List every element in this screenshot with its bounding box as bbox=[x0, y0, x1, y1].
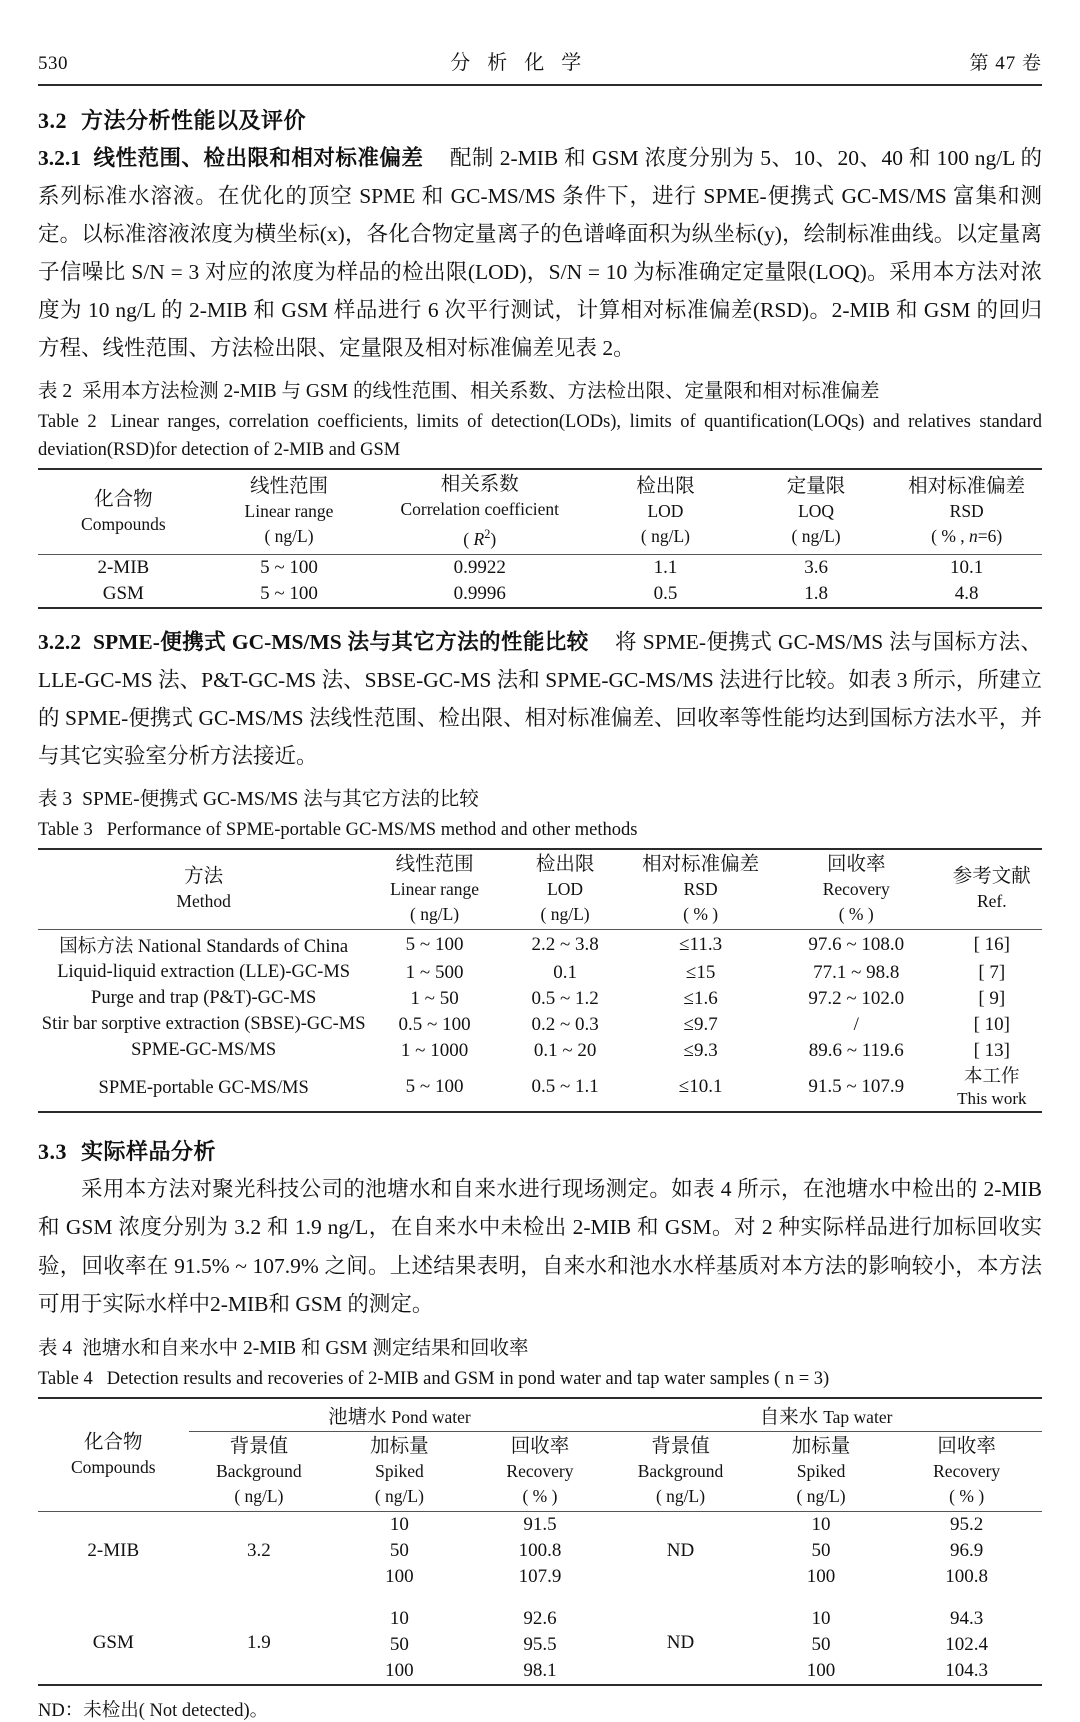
table-3-header-rsd bbox=[630, 849, 771, 930]
table-3-header-method bbox=[38, 849, 369, 930]
cell-pond-spiked: 10 bbox=[389, 1607, 409, 1629]
cell-ref: [ 16] bbox=[973, 933, 1010, 955]
cell-rsd: ≤1.6 bbox=[683, 987, 718, 1009]
header-unit: ( % ) bbox=[949, 1485, 985, 1506]
table-2-title-cn: 采用本方法检测 2-MIB 与 GSM 的线性范围、相关系数、方法检出限、定量限和相对标准偏差 bbox=[82, 381, 880, 402]
table-2-caption-cn bbox=[38, 377, 1042, 406]
heading-3-2-2-number: 3.2.2 bbox=[38, 629, 81, 654]
page-number: 530 bbox=[38, 53, 68, 74]
cell-tap-spiked: 100 bbox=[806, 1659, 836, 1681]
cell-ref bbox=[942, 1064, 1042, 1112]
header-en: Ref. bbox=[976, 891, 1007, 912]
table-4-label-en: Table 4 bbox=[38, 1368, 93, 1389]
table-4-label-cn: 表 4 bbox=[38, 1337, 73, 1359]
header-en: Correlation coefficient bbox=[400, 499, 560, 519]
table-4-subheader-tap-background bbox=[610, 1431, 751, 1511]
cell-lod: 0.5 ~ 1.1 bbox=[531, 1076, 599, 1098]
header-cn: 检出限 bbox=[535, 853, 595, 875]
cell-method: 国标方法 National Standards of China bbox=[59, 936, 349, 957]
header-cn: 回收率 bbox=[937, 1435, 996, 1457]
heading-3-2-2-title: SPME-便携式 GC-MS/MS 法与其它方法的性能比较 bbox=[93, 629, 589, 654]
cell-method: Purge and trap (P&T)-GC-MS bbox=[91, 988, 317, 1009]
cell-lod: 2.2 ~ 3.8 bbox=[531, 933, 599, 955]
cell-pond-spiked: 10 bbox=[389, 1513, 409, 1535]
table-3-title-en: Performance of SPME-portable GC-MS/MS method and other methods bbox=[106, 819, 638, 840]
heading-3-3-number: 3.3 bbox=[38, 1138, 67, 1164]
heading-3-2-number: 3.2 bbox=[38, 108, 67, 133]
table-3-header-ref bbox=[942, 849, 1042, 930]
table-2-title-en: Linear ranges, correlation coefficients, limits of detection(LODs), limits of quantification(LOQs) and relatives standard deviation(RSD)for detection of 2-MIB and GSM bbox=[38, 412, 1042, 460]
cell-lod: 0.2 ~ 0.3 bbox=[531, 1013, 599, 1035]
cell-compound: 2-MIB bbox=[97, 556, 150, 578]
table-4-subheader-tap-recovery bbox=[891, 1431, 1042, 1511]
cell-tap-recovery: 104.3 bbox=[945, 1659, 989, 1681]
cell-lod: 0.1 bbox=[553, 961, 577, 983]
header-cn: 回收率 bbox=[510, 1435, 570, 1457]
cell-pond-recovery: 91.5 bbox=[523, 1513, 557, 1535]
cell-tap-recovery: 100.8 bbox=[945, 1565, 989, 1587]
cell-linear-range: 1 ~ 500 bbox=[405, 961, 464, 983]
cell-linear-range: 5 ~ 100 bbox=[260, 556, 318, 578]
table-2-header-correlation-coefficient bbox=[369, 469, 590, 554]
table-3-header-linear-range bbox=[369, 849, 500, 930]
cell-ref-en: This work bbox=[957, 1088, 1027, 1108]
header-cn: 加标量 bbox=[791, 1435, 851, 1457]
header-unit: ( % , n=6) bbox=[931, 526, 1003, 547]
cell-method: SPME-portable GC-MS/MS bbox=[98, 1077, 309, 1098]
table-3-title-cn: SPME-便携式 GC-MS/MS 法与其它方法的比较 bbox=[82, 788, 479, 810]
header-unit: ( $R^2$) bbox=[463, 527, 497, 549]
table-4-subheader-pond-background bbox=[189, 1431, 330, 1511]
cell-pond-background: 3.2 bbox=[246, 1539, 271, 1561]
header-unit: ( ng/L) bbox=[234, 1485, 284, 1506]
cell-rsd: 4.8 bbox=[954, 582, 979, 604]
header-unit: ( ng/L) bbox=[796, 1485, 846, 1506]
cell-tap-background: ND bbox=[666, 1631, 695, 1653]
cell-ref: [ 13] bbox=[973, 1039, 1010, 1061]
cell-tap-spiked: 10 bbox=[811, 1607, 831, 1629]
table-2 bbox=[38, 468, 1042, 609]
cell-ref: [ 10] bbox=[973, 1013, 1010, 1035]
table-3-label-en: Table 3 bbox=[38, 819, 93, 840]
header-en: Compounds bbox=[81, 513, 166, 534]
cell-linear-range: 5 ~ 100 bbox=[260, 582, 318, 604]
table-4-subheader-pond-recovery bbox=[470, 1431, 611, 1511]
table-4-subheader-row bbox=[38, 1431, 1042, 1511]
header-en: Spiked bbox=[796, 1460, 846, 1481]
header-cn: 相对标准偏差 bbox=[642, 853, 760, 875]
cell-lod: 0.5 ~ 1.2 bbox=[531, 987, 599, 1009]
header-en: LOD bbox=[647, 501, 684, 522]
table-4-caption-cn bbox=[38, 1334, 1042, 1363]
header-unit: ( ng/L) bbox=[374, 1485, 424, 1506]
cell-tap-spiked: 50 bbox=[811, 1633, 831, 1655]
cell-recovery: 97.2 ~ 102.0 bbox=[808, 987, 905, 1009]
header-cn: 化合物 bbox=[94, 488, 153, 510]
cell-loq: 3.6 bbox=[804, 556, 828, 578]
cell-correlation: 0.9922 bbox=[453, 556, 506, 578]
table-row bbox=[38, 554, 1042, 581]
cell-linear-range: 5 ~ 100 bbox=[405, 933, 464, 955]
cell-method: SPME-GC-MS/MS bbox=[131, 1040, 277, 1061]
table-3-caption-en bbox=[38, 816, 1042, 844]
header-cn: 定量限 bbox=[786, 476, 846, 498]
table-4 bbox=[38, 1397, 1042, 1686]
header-en: LOQ bbox=[798, 501, 835, 522]
cell-tap-recovery: 96.9 bbox=[950, 1539, 984, 1561]
table-3-header-row bbox=[38, 849, 1042, 930]
header-cn: 加标量 bbox=[370, 1435, 429, 1457]
table-3-caption-cn bbox=[38, 785, 1042, 814]
cell-rsd: ≤9.3 bbox=[683, 1039, 718, 1061]
group-en: Tap water bbox=[823, 1406, 893, 1427]
header-en: Background bbox=[216, 1460, 302, 1481]
header-en: Method bbox=[176, 891, 231, 912]
cell-pond-recovery: 98.1 bbox=[523, 1659, 557, 1681]
header-en: RSD bbox=[683, 878, 718, 899]
header-cn: 线性范围 bbox=[395, 853, 474, 875]
cell-tap-spiked: 10 bbox=[811, 1513, 831, 1535]
heading-3-2-1-title: 线性范围、检出限和相对标准偏差 bbox=[93, 146, 424, 170]
table-4-caption-en bbox=[38, 1365, 1042, 1393]
header-en: Linear range bbox=[244, 501, 334, 522]
table-4-subheader-tap-spiked bbox=[751, 1431, 892, 1511]
table-row bbox=[38, 1590, 1042, 1632]
cell-correlation: 0.9996 bbox=[453, 582, 506, 604]
header-en: RSD bbox=[949, 501, 984, 522]
table-4-group-tap-water bbox=[610, 1398, 1042, 1432]
cell-pond-spiked: 100 bbox=[385, 1659, 414, 1681]
cell-rsd: ≤9.7 bbox=[683, 1013, 718, 1035]
paragraph-3-2-2 bbox=[38, 623, 1042, 775]
header-cn: 回收率 bbox=[826, 853, 886, 875]
header-en: Compounds bbox=[70, 1456, 156, 1477]
table-4-footnote: ND：未检出( Not detected)。 bbox=[38, 1700, 269, 1721]
cell-tap-recovery: 94.3 bbox=[950, 1607, 984, 1629]
header-cn: 方法 bbox=[184, 866, 224, 888]
cell-rsd: ≤15 bbox=[685, 961, 716, 983]
header-en: Recovery bbox=[822, 878, 890, 899]
header-en: LOD bbox=[547, 878, 584, 899]
cell-tap-background: ND bbox=[666, 1539, 695, 1561]
cell-pond-recovery: 95.5 bbox=[523, 1633, 557, 1655]
table-2-label-cn: 表 2 bbox=[38, 381, 73, 402]
heading-3-2-1 bbox=[38, 146, 423, 170]
cell-lod: 0.1 ~ 20 bbox=[533, 1039, 597, 1061]
header-cn: 背景值 bbox=[229, 1435, 289, 1457]
cell-pond-recovery: 107.9 bbox=[518, 1565, 562, 1587]
cell-loq: 1.8 bbox=[804, 582, 828, 604]
header-en: Linear range bbox=[390, 878, 480, 899]
table-row bbox=[38, 581, 1042, 608]
cell-recovery: 77.1 ~ 98.8 bbox=[813, 961, 900, 983]
running-head bbox=[38, 0, 1042, 75]
header-unit: ( ng/L) bbox=[655, 1485, 706, 1506]
table-4-group-header-row bbox=[38, 1398, 1042, 1432]
cell-ref: [ 9] bbox=[978, 987, 1006, 1009]
heading-3-2-2 bbox=[38, 630, 589, 654]
table-row bbox=[38, 929, 1042, 960]
cell-ref: [ 7] bbox=[978, 961, 1006, 983]
header-cn: 相关系数 bbox=[440, 474, 519, 495]
cell-rsd: ≤10.1 bbox=[678, 1076, 723, 1098]
cell-tap-spiked: 100 bbox=[806, 1565, 836, 1587]
table-2-header-lod bbox=[590, 469, 741, 554]
table-3-header-lod bbox=[500, 849, 631, 930]
heading-3-2-1-number: 3.2.1 bbox=[38, 146, 81, 170]
paragraph-3-2-1-body: 配制 2-MIB 和 GSM 浓度分别为 5、10、20、40 和 100 ng/L 的系列标准水溶液。在优化的顶空 SPME 和 GC-MS/MS 条件下，进行 SPME-便携式 GC-MS/MS 富集和测定。以标准溶液浓度为横坐标(x)，各化合物定量离子的色谱峰面积为纵坐标(y)，绘制标准曲线。以定量离子信噪比 S/N = 3 对应的浓度为样品的检出限(LOD)，S/N = 10 为标准确定定量限(LOQ)。采用本方法对浓度为 10 ng/L 的 2-MIB 和 GSM 样品进行 6 次平行测试，计算相对标准偏差(RSD)。2-MIB 和 GSM 的回归方程、线性范围、方法检出限、定量限及相对标准偏差见表 2。 bbox=[38, 146, 1042, 360]
header-cn: 检出限 bbox=[636, 476, 695, 498]
header-unit: ( ng/L) bbox=[410, 903, 460, 924]
table-3-label-cn: 表 3 bbox=[38, 788, 73, 810]
table-2-header-compounds bbox=[38, 469, 209, 554]
table-2-header-linear-range bbox=[209, 469, 370, 554]
header-en: Background bbox=[637, 1460, 724, 1481]
header-cn: 相对标准偏差 bbox=[908, 476, 1026, 498]
cell-rsd: 10.1 bbox=[950, 556, 984, 578]
table-row bbox=[38, 1012, 1042, 1038]
group-en: Pond water bbox=[391, 1406, 471, 1427]
cell-pond-spiked: 50 bbox=[389, 1633, 409, 1655]
cell-compound: GSM bbox=[92, 1631, 134, 1653]
paragraph-3-3-body: 采用本方法对聚光科技公司的池塘水和自来水进行现场测定。如表 4 所示，在池塘水中检出的 2-MIB和 GSM 浓度分别为 3.2 和 1.9 ng/L，在自来水中未检出 2-MIB 和 GSM。对 2 种实际样品进行加标回收实验，回收率在 91.5% ~ 107.9% 之间。上述结果表明，自来水和池水水样基质对本方法的影响较小，本方法可用于实际水样中2-MIB和 GSM 的测定。 bbox=[38, 1176, 1042, 1317]
table-2-label-en: Table 2 bbox=[38, 412, 97, 432]
table-row bbox=[38, 986, 1042, 1012]
heading-3-2 bbox=[38, 104, 1042, 135]
paragraph-3-2-1 bbox=[38, 139, 1042, 367]
cell-lod: 0.5 bbox=[653, 582, 678, 604]
cell-method: Liquid-liquid extraction (LLE)-GC-MS bbox=[57, 962, 351, 983]
heading-3-3-title: 实际样品分析 bbox=[81, 1138, 217, 1164]
cell-tap-recovery: 102.4 bbox=[945, 1633, 989, 1655]
cell-compound: GSM bbox=[102, 582, 144, 604]
header-cn: 参考文献 bbox=[952, 866, 1031, 888]
heading-3-3 bbox=[38, 1135, 1042, 1166]
cell-pond-spiked: 100 bbox=[385, 1565, 414, 1587]
cell-tap-recovery: 95.2 bbox=[950, 1513, 984, 1535]
cell-linear-range: 0.5 ~ 100 bbox=[398, 1013, 471, 1035]
header-unit: ( % ) bbox=[522, 1485, 558, 1506]
cell-linear-range: 1 ~ 1000 bbox=[400, 1039, 469, 1061]
header-unit: ( % ) bbox=[838, 903, 874, 924]
table-4-title-cn: 池塘水和自来水中 2-MIB 和 GSM 测定结果和回收率 bbox=[82, 1337, 529, 1359]
cell-pond-spiked: 50 bbox=[389, 1539, 409, 1561]
cell-tap-spiked: 50 bbox=[811, 1539, 831, 1561]
cell-linear-range: 1 ~ 50 bbox=[410, 987, 459, 1009]
table-2-header-rsd bbox=[891, 469, 1042, 554]
header-en: Recovery bbox=[933, 1460, 1001, 1481]
heading-3-2-title: 方法分析性能以及评价 bbox=[81, 108, 307, 133]
cell-pond-recovery: 92.6 bbox=[523, 1607, 557, 1629]
table-4-group-pond-water bbox=[189, 1398, 611, 1432]
header-unit: ( ng/L) bbox=[791, 526, 841, 547]
group-cn: 池塘水 bbox=[328, 1406, 387, 1428]
table-row bbox=[38, 1511, 1042, 1538]
paragraph-3-2-2-body: 将 SPME-便携式 GC-MS/MS 法与国标方法、LLE-GC-MS 法、P&T-GC-MS 法、SBSE-GC-MS 法和 SPME-GC-MS/MS 法进行比较。如表 3 所示，所建立的 SPME-便携式 GC-MS/MS 法线性范围、检出限、相对标准偏差、回收率等性能均达到国标方法水平，并与其它实验室分析方法接近。 bbox=[38, 629, 1042, 768]
cell-pond-background: 1.9 bbox=[246, 1631, 271, 1653]
table-2-header-loq bbox=[741, 469, 892, 554]
cell-recovery: 89.6 ~ 119.6 bbox=[808, 1039, 904, 1061]
header-unit: ( ng/L) bbox=[540, 903, 590, 924]
cell-recovery: / bbox=[853, 1013, 859, 1035]
table-4-header-compounds bbox=[38, 1398, 189, 1512]
volume-label: 第 47 卷 bbox=[969, 53, 1042, 74]
header-cn: 化合物 bbox=[84, 1431, 143, 1453]
header-en: Spiked bbox=[375, 1460, 424, 1481]
cell-rsd: ≤11.3 bbox=[679, 933, 723, 955]
table-4-subheader-pond-spiked bbox=[329, 1431, 470, 1511]
cell-recovery: 91.5 ~ 107.9 bbox=[808, 1076, 905, 1098]
table-row-this-work bbox=[38, 1064, 1042, 1112]
header-unit: ( % ) bbox=[683, 903, 719, 924]
header-cn: 背景值 bbox=[651, 1435, 710, 1457]
header-unit: ( ng/L) bbox=[264, 526, 314, 547]
header-en: Recovery bbox=[506, 1460, 574, 1481]
cell-recovery: 97.6 ~ 108.0 bbox=[808, 933, 905, 955]
table-2-header-row bbox=[38, 469, 1042, 554]
journal-title: 分 析 化 学 bbox=[450, 52, 588, 74]
cell-compound: 2-MIB bbox=[87, 1539, 140, 1561]
cell-linear-range: 5 ~ 100 bbox=[405, 1076, 464, 1098]
cell-lod: 1.1 bbox=[653, 556, 678, 578]
cell-pond-recovery: 100.8 bbox=[518, 1539, 562, 1561]
table-row bbox=[38, 960, 1042, 986]
header-unit: ( ng/L) bbox=[640, 526, 691, 547]
table-4-title-en: Detection results and recoveries of 2-MIB and GSM in pond water and tap water samples ( n = 3) bbox=[106, 1368, 830, 1389]
table-2-caption-en bbox=[38, 408, 1042, 464]
cell-method: Stir bar sorptive extraction (SBSE)-GC-MS bbox=[41, 1014, 366, 1035]
cell-ref-cn: 本工作 bbox=[964, 1066, 1020, 1087]
table-3-header-recovery bbox=[771, 849, 942, 930]
table-row bbox=[38, 1038, 1042, 1064]
header-rule bbox=[38, 84, 1042, 86]
group-cn: 自来水 bbox=[759, 1406, 819, 1428]
header-cn: 线性范围 bbox=[249, 476, 328, 498]
table-3 bbox=[38, 848, 1042, 1113]
